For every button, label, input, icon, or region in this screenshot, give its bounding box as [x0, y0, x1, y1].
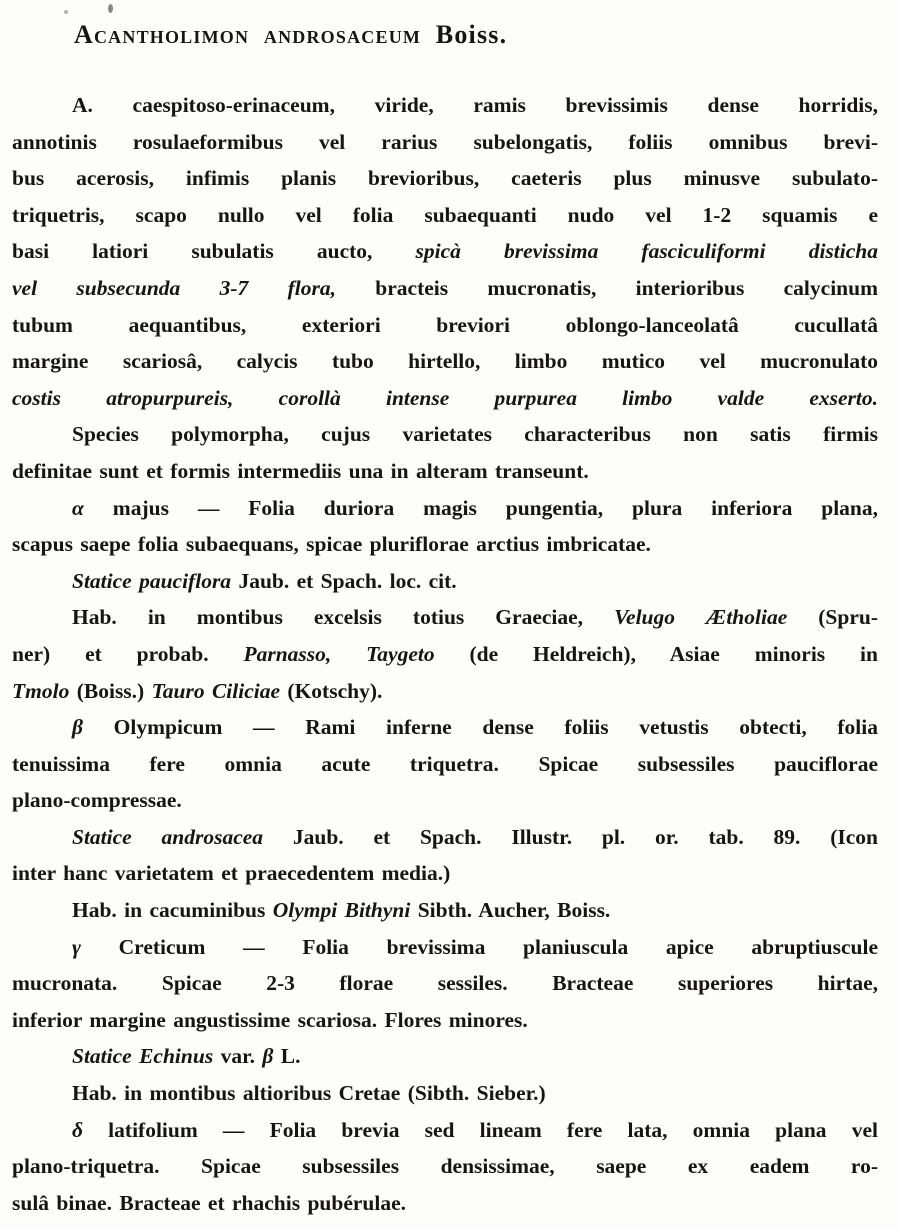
text-segment: plano-triquetra. Spicae subsessiles densissimae, saepe ex eadem ro- [12, 1154, 878, 1179]
text-segment: Acantholimon androsaceum [74, 20, 422, 49]
text-line [12, 746, 878, 783]
text-segment: tubum aequantibus, exteriori breviori oblongo-lanceolatâ cucullatâ [12, 312, 878, 337]
text-line [12, 197, 878, 234]
text-segment: L. [273, 1044, 301, 1069]
text-line [12, 526, 878, 563]
text-line [12, 1148, 878, 1185]
text-line [12, 380, 878, 417]
text-line [12, 124, 878, 161]
text-segment: (Boiss.) [69, 678, 152, 703]
text-segment: Sibth. Aucher, Boiss. [410, 898, 611, 923]
text-segment: Velugo Ætholiae [614, 605, 788, 630]
text-segment: scapus saepe folia subaequans, spicae pluriflorae arctius imbricatae. [12, 532, 651, 557]
text-segment: Boiss. [421, 20, 508, 49]
text-segment: Species polymorpha, cujus varietates characteribus non satis firmis [72, 422, 878, 447]
text-line [12, 965, 878, 1002]
text-line [12, 160, 878, 197]
text-line [12, 563, 878, 600]
text-segment: Parnasso, Taygeto [243, 641, 435, 666]
text-segment: bus acerosis, infimis planis brevioribus, caeteris plus minusve subulato- [12, 166, 878, 191]
scan-artifact [64, 10, 68, 14]
text-segment: Hab. in cacuminibus [72, 898, 273, 923]
text-line [12, 307, 878, 344]
text-line [12, 782, 878, 819]
text-segment: definitae sunt et formis intermediis una in alteram transeunt. [12, 458, 589, 483]
text-segment: δ [72, 1117, 84, 1142]
scan-artifact [108, 4, 113, 13]
text-line [12, 490, 878, 527]
text-segment: tenuissima fere omnia acute triquetra. Spicae subsessiles pauciflorae [12, 751, 878, 776]
text-body [12, 87, 878, 1221]
text-segment: ner) et probab. [12, 641, 244, 666]
text-line [12, 819, 878, 856]
text-segment: mucronata. Spicae 2-3 florae sessiles. Bracteae superiores hirtae, [12, 971, 878, 996]
text-segment: sulâ binae. Bracteae et rhachis pubérulae. [12, 1190, 406, 1215]
text-line [12, 1185, 878, 1222]
text-line [12, 636, 878, 673]
text-segment: costis atropurpureis, corollà intense purpurea limbo valde exserto. [12, 385, 878, 410]
text-segment: α [72, 495, 84, 520]
text-segment: β [72, 715, 84, 740]
text-segment: Hab. in montibus excelsis totius Graeciae, [72, 605, 615, 630]
text-line [12, 892, 878, 929]
text-line [12, 673, 878, 710]
text-segment: inferior margine angustissime scariosa. Flores minores. [12, 1007, 528, 1032]
text-line [12, 270, 878, 307]
text-segment: Olympicum — Rami inferne dense foliis vetustis obtecti, folia [83, 715, 878, 740]
text-line [12, 453, 878, 490]
page-heading [74, 20, 878, 50]
text-segment: basi latiori subulatis aucto, [12, 239, 416, 264]
text-segment: inter hanc varietatem et praecedentem media.) [12, 861, 451, 886]
text-line [12, 1038, 878, 1075]
text-segment: Jaub. et Spach. loc. cit. [231, 568, 457, 593]
text-segment: Tauro Ciliciae [151, 678, 281, 703]
text-line [12, 1002, 878, 1039]
text-segment: (de Heldreich), Asiae minoris in [434, 641, 878, 666]
text-line [12, 233, 878, 270]
text-line [12, 87, 878, 124]
text-segment: margine scariosâ, calycis tubo hirtello, limbo mutico vel mucronulato [12, 349, 878, 374]
text-segment: var. [213, 1044, 263, 1069]
text-segment: A. caespitoso-erinaceum, viride, ramis brevissimis dense horridis, [72, 93, 878, 117]
text-segment: annotinis rosulaeformibus vel rarius subelongatis, foliis omnibus brevi- [12, 129, 878, 154]
text-segment: Tmolo [12, 678, 70, 703]
text-line [12, 1075, 878, 1112]
text-segment: (Spru- [787, 605, 878, 630]
text-segment: triquetris, scapo nullo vel folia subaequanti nudo vel 1-2 squamis e [12, 202, 878, 227]
text-segment: Creticum — Folia brevissima planiuscula apice abruptiuscule [80, 934, 878, 959]
text-segment: vel subsecunda 3-7 flora, [12, 275, 336, 300]
text-segment: Statice androsacea [72, 824, 264, 849]
text-line [12, 1112, 878, 1149]
text-segment: Hab. in montibus altioribus Cretae (Sibth. Sieber.) [72, 1081, 546, 1106]
text-segment: spicà brevissima fasciculiformi disticha [415, 239, 878, 264]
text-segment: Jaub. et Spach. Illustr. pl. or. tab. 89. (Icon [263, 824, 878, 849]
text-line [12, 929, 878, 966]
text-segment: Statice Echinus [72, 1044, 214, 1069]
text-line [12, 599, 878, 636]
text-segment: latifolium — Folia brevia sed lineam fere lata, omnia plana vel [83, 1117, 878, 1142]
text-segment: majus — Folia duriora magis pungentia, plura inferiora plana, [83, 495, 878, 520]
text-segment: γ [72, 934, 81, 959]
text-segment: Olympi Bithyni [272, 898, 411, 923]
text-segment: Statice pauciflora [72, 568, 232, 593]
text-segment: plano-compressae. [12, 788, 182, 813]
text-segment: (Kotschy). [280, 678, 383, 703]
text-line [12, 343, 878, 380]
text-line [12, 855, 878, 892]
text-line [12, 416, 878, 453]
text-segment: bracteis mucronatis, interioribus calycinum [335, 275, 878, 300]
text-segment: β [262, 1044, 274, 1069]
text-line [12, 709, 878, 746]
